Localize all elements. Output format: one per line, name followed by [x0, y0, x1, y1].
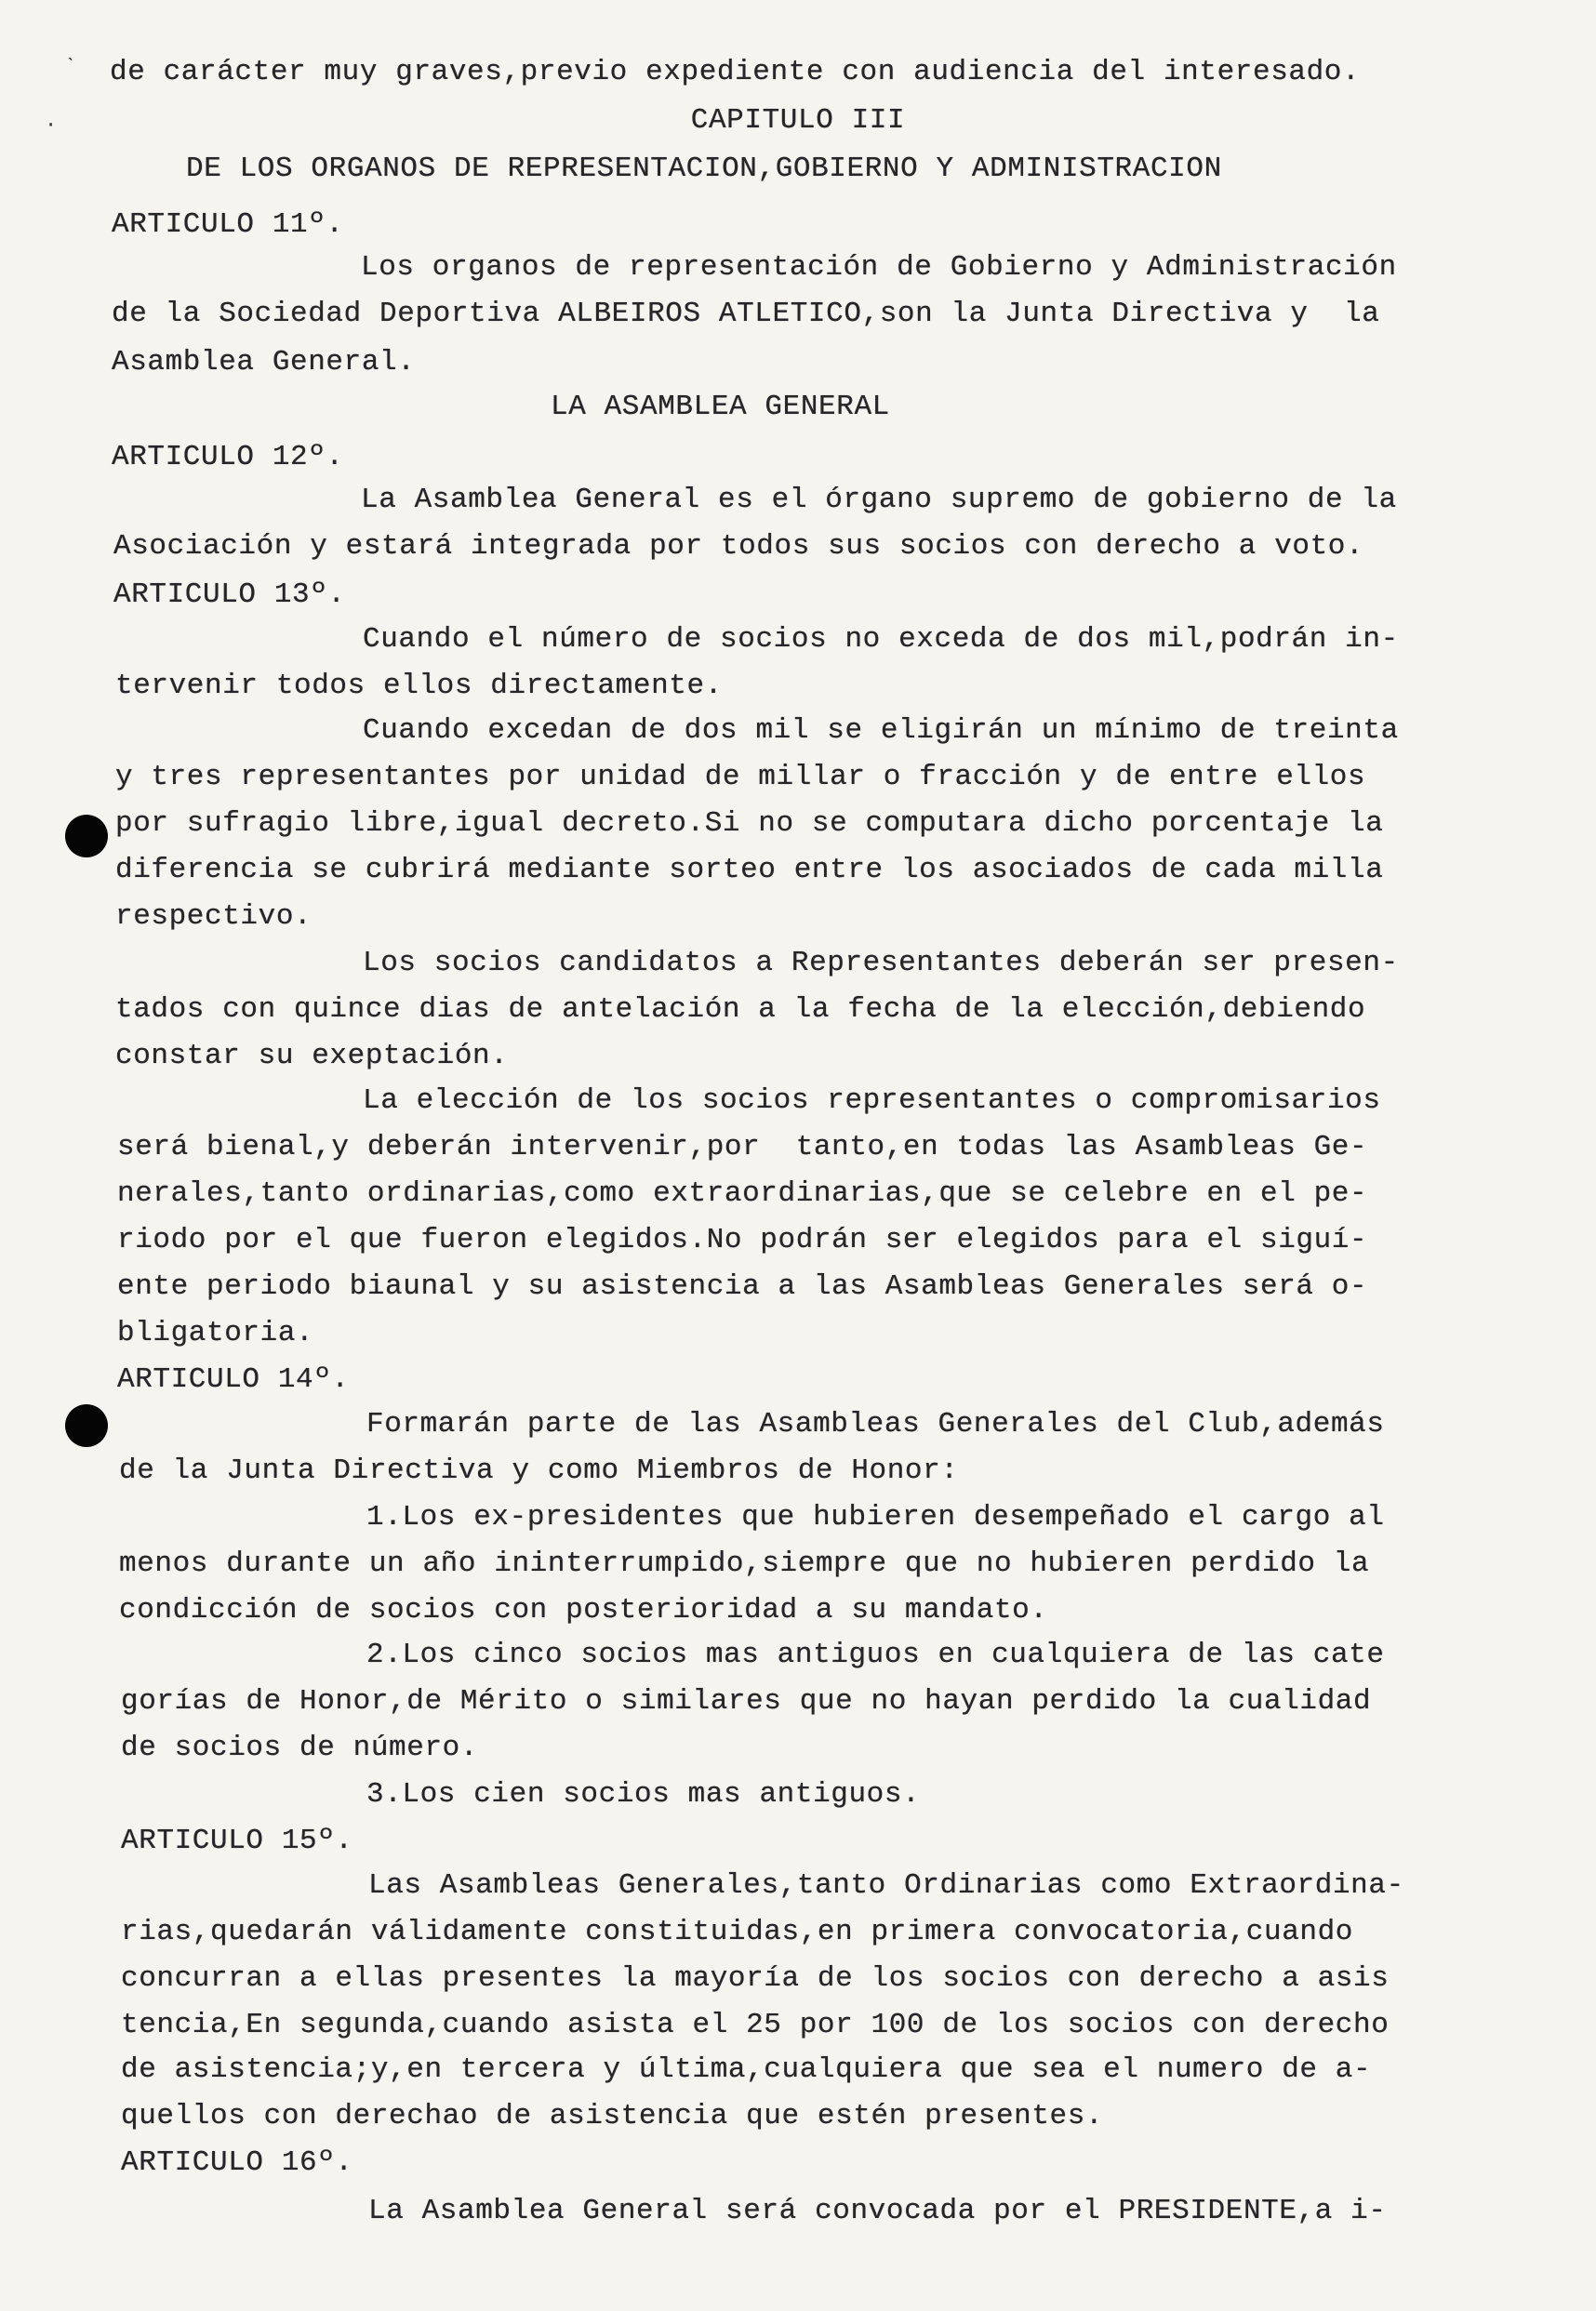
- text-line: por sufragio libre,igual decreto.Si no se computara dicho porcentaje la: [115, 807, 1384, 840]
- text-line: gorías de Honor,de Mérito o similares que no hayan perdido la cualidad: [121, 1685, 1372, 1718]
- text-line: Las Asambleas Generales,tanto Ordinarias como Extraordina-: [368, 1869, 1404, 1902]
- text-line: rias,quedarán válidamente constituidas,en primera convocatoria,cuando: [121, 1916, 1354, 1948]
- text-line: concurran a ellas presentes la mayoría de los socios con derecho a asis: [121, 1962, 1390, 1995]
- text-line: ente periodo biaunal y su asistencia a las Asambleas Generales será o-: [117, 1270, 1368, 1303]
- text-line: de socios de número.: [121, 1732, 479, 1764]
- text-line: Los socios candidatos a Representantes deberán ser presen-: [363, 947, 1399, 979]
- text-line: La elección de los socios representantes o compromisarios: [363, 1084, 1381, 1117]
- text-line: tencia,En segunda,cuando asista el 25 por 100 de los socios con derecho: [121, 2009, 1390, 2041]
- punch-hole-upper: [65, 815, 108, 857]
- list-item: 2.Los cinco socios mas antiguos en cualquiera de las cate: [366, 1639, 1385, 1671]
- text-line: de la Junta Directiva y como Miembros de Honor:: [119, 1454, 959, 1487]
- text-line: condicción de socios con posterioridad a su mandato.: [119, 1594, 1048, 1627]
- margin-ink-speck: ·: [45, 113, 58, 137]
- text-line: de asistencia;y,en tercera y última,cualquiera que sea el numero de a-: [121, 2053, 1372, 2086]
- text-line: menos durante un año ininterrumpido,siempre que no hubieren perdido la: [119, 1547, 1370, 1580]
- text-line: La Asamblea General es el órgano supremo de gobierno de la: [361, 484, 1397, 516]
- text-line: bligatoria.: [117, 1317, 314, 1349]
- text-line: Cuando excedan de dos mil se eligirán un mínimo de treinta: [363, 714, 1399, 747]
- punch-hole-lower: [65, 1404, 108, 1447]
- text-line: de la Sociedad Deportiva ALBEIROS ATLETICO,son la Junta Directiva y la: [112, 298, 1380, 330]
- list-item: 3.Los cien socios mas antiguos.: [366, 1778, 921, 1811]
- text-line: tados con quince dias de antelación a la fecha de la elección,debiendo: [115, 993, 1366, 1026]
- text-line: Cuando el número de socios no exceda de dos mil,podrán in-: [363, 623, 1399, 656]
- text-line: tervenir todos ellos directamente.: [115, 670, 723, 702]
- text-line: Los organos de representación de Gobierno y Administración: [361, 251, 1397, 284]
- list-item: 1.Los ex-presidentes que hubieren desempeñado el cargo al: [366, 1501, 1385, 1534]
- text-line: riodo por el que fueron elegidos.No podrán ser elegidos para el siguí-: [117, 1224, 1368, 1256]
- text-line: Asociación y estará integrada por todos sus socios con derecho a voto.: [113, 530, 1364, 563]
- text-line: de carácter muy graves,previo expediente con audiencia del interesado.: [110, 56, 1361, 88]
- chapter-title: DE LOS ORGANOS DE REPRESENTACION,GOBIERNO Y ADMINISTRACION: [186, 153, 1222, 185]
- text-line: respectivo.: [115, 900, 313, 933]
- article-heading: ARTICULO 11º.: [112, 208, 344, 241]
- article-heading: ARTICULO 12º.: [112, 441, 344, 473]
- text-line: y tres representantes por unidad de millar o fracción y de entre ellos: [115, 761, 1366, 793]
- margin-tick-mark: ˋ: [65, 56, 78, 79]
- text-line: La Asamblea General será convocada por el PRESIDENTE,a i-: [368, 2195, 1387, 2227]
- text-line: será bienal,y deberán intervenir,por tanto,en todas las Asambleas Ge-: [117, 1131, 1368, 1163]
- article-heading: ARTICULO 15º.: [121, 1825, 353, 1857]
- text-line: Formarán parte de las Asambleas Generales del Club,además: [366, 1408, 1385, 1441]
- article-heading: ARTICULO 13º.: [113, 578, 346, 611]
- text-line: diferencia se cubrirá mediante sorteo entre los asociados de cada milla: [115, 854, 1384, 886]
- chapter-heading: CAPITULO III: [690, 104, 906, 137]
- article-heading: ARTICULO 14º.: [117, 1363, 350, 1396]
- text-line: constar su exeptación.: [115, 1040, 509, 1072]
- text-line: Asamblea General.: [112, 346, 416, 379]
- text-line: quellos con derechao de asistencia que estén presentes.: [121, 2100, 1104, 2132]
- article-heading: ARTICULO 16º.: [121, 2146, 353, 2179]
- section-heading: LA ASAMBLEA GENERAL: [551, 391, 890, 423]
- text-line: nerales,tanto ordinarias,como extraordinarias,que se celebre en el pe-: [117, 1177, 1368, 1210]
